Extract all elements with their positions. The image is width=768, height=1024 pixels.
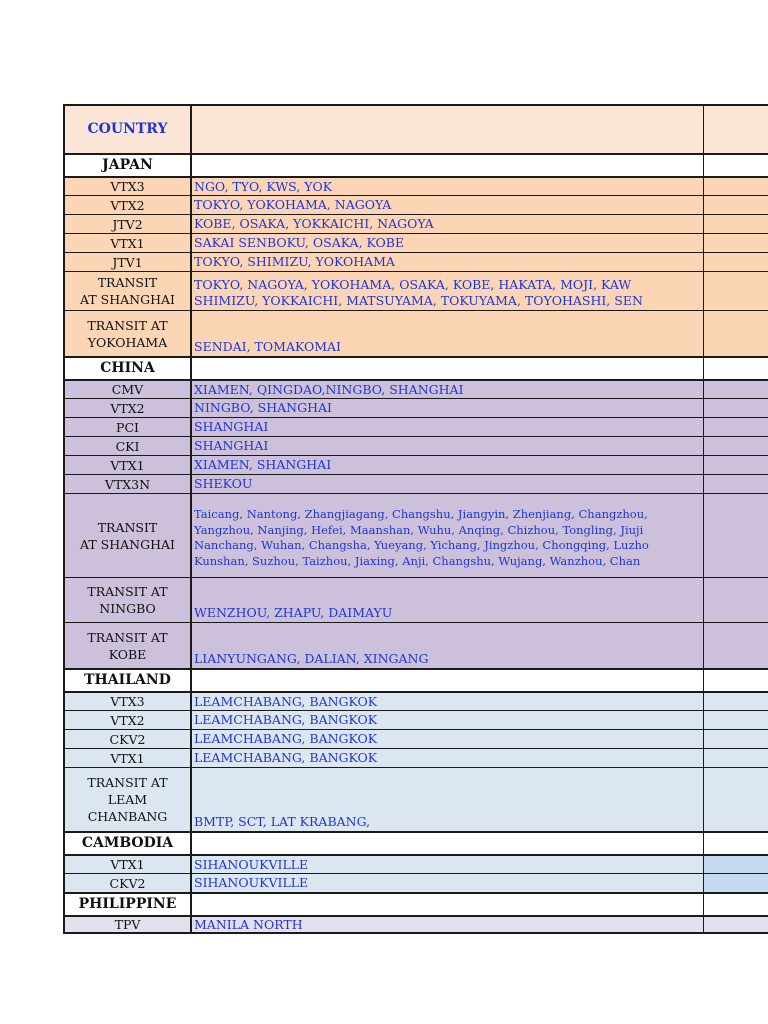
table-row bbox=[63, 474, 768, 493]
service-label: VTX3N bbox=[65, 475, 192, 493]
table-row bbox=[63, 271, 768, 310]
side-cell bbox=[704, 178, 768, 195]
side-cell bbox=[704, 494, 768, 577]
service-label: JTV1 bbox=[65, 253, 192, 271]
ports-value: SHANGHAI bbox=[192, 437, 704, 455]
service-label: CKV2 bbox=[65, 730, 192, 748]
country-side-cell bbox=[704, 155, 768, 176]
ports-value: MANILA NORTH bbox=[192, 917, 704, 932]
service-label: CKV2 bbox=[65, 874, 192, 892]
ports-value: BMTP, SCT, LAT KRABANG, bbox=[192, 768, 704, 831]
side-cell bbox=[704, 381, 768, 398]
table-row bbox=[63, 748, 768, 767]
country-value-cell bbox=[192, 833, 704, 854]
service-label: TPV bbox=[65, 917, 192, 932]
ports-value: SHANGHAI bbox=[192, 418, 704, 436]
side-cell bbox=[704, 215, 768, 233]
ports-value: SAKAI SENBOKU, OSAKA, KOBE bbox=[192, 234, 704, 252]
table-row bbox=[63, 252, 768, 271]
country-side-cell bbox=[704, 358, 768, 379]
country-value-cell bbox=[192, 894, 704, 915]
ports-value: LEAMCHABANG, BANGKOK bbox=[192, 693, 704, 710]
country-row bbox=[63, 153, 768, 176]
ports-value: KOBE, OSAKA, YOKKAICHI, NAGOYA bbox=[192, 215, 704, 233]
side-cell bbox=[704, 856, 768, 873]
country-name: PHILIPPINE bbox=[65, 894, 192, 915]
side-cell bbox=[704, 253, 768, 271]
country-row bbox=[63, 892, 768, 915]
ports-value: WENZHOU, ZHAPU, DAIMAYU bbox=[192, 578, 704, 622]
country-side-cell bbox=[704, 833, 768, 854]
table-row bbox=[63, 729, 768, 748]
service-label: VTX2 bbox=[65, 711, 192, 729]
route-table bbox=[63, 104, 768, 934]
service-label: VTX1 bbox=[65, 749, 192, 767]
ports-value: LEAMCHABANG, BANGKOK bbox=[192, 749, 704, 767]
table-row bbox=[63, 710, 768, 729]
table-row bbox=[63, 873, 768, 892]
ports-value: LEAMCHABANG, BANGKOK bbox=[192, 711, 704, 729]
header-side-cell bbox=[704, 106, 768, 153]
table-row bbox=[63, 577, 768, 622]
service-label: VTX3 bbox=[65, 693, 192, 710]
country-row bbox=[63, 831, 768, 854]
side-cell bbox=[704, 730, 768, 748]
side-cell bbox=[704, 711, 768, 729]
country-row bbox=[63, 668, 768, 691]
ports-value: TOKYO, SHIMIZU, YOKOHAMA bbox=[192, 253, 704, 271]
table-row bbox=[63, 691, 768, 710]
table-row bbox=[63, 398, 768, 417]
side-cell bbox=[704, 437, 768, 455]
side-cell bbox=[704, 874, 768, 892]
service-label: TRANSIT AT SHANGHAI bbox=[65, 272, 192, 310]
side-cell bbox=[704, 234, 768, 252]
side-cell bbox=[704, 578, 768, 622]
table-row bbox=[63, 233, 768, 252]
side-cell bbox=[704, 311, 768, 356]
table-row bbox=[63, 854, 768, 873]
service-label: VTX1 bbox=[65, 456, 192, 474]
header-value-cell bbox=[192, 106, 704, 153]
table-row bbox=[63, 310, 768, 356]
service-label: VTX1 bbox=[65, 234, 192, 252]
country-name: CAMBODIA bbox=[65, 833, 192, 854]
table-row bbox=[63, 493, 768, 577]
service-label: TRANSIT AT KOBE bbox=[65, 623, 192, 668]
service-label: VTX2 bbox=[65, 399, 192, 417]
ports-value: XIAMEN, SHANGHAI bbox=[192, 456, 704, 474]
ports-value: LEAMCHABANG, BANGKOK bbox=[192, 730, 704, 748]
ports-value: LIANYUNGANG, DALIAN, XINGANG bbox=[192, 623, 704, 668]
table-row bbox=[63, 436, 768, 455]
table-body bbox=[63, 153, 768, 934]
side-cell bbox=[704, 623, 768, 668]
country-name: THAILAND bbox=[65, 670, 192, 691]
country-value-cell bbox=[192, 670, 704, 691]
side-cell bbox=[704, 475, 768, 493]
service-label: CKI bbox=[65, 437, 192, 455]
service-label: TRANSIT AT LEAM CHANBANG bbox=[65, 768, 192, 831]
table-row bbox=[63, 176, 768, 195]
ports-value: SHEKOU bbox=[192, 475, 704, 493]
table-row bbox=[63, 622, 768, 668]
service-label: TRANSIT AT NINGBO bbox=[65, 578, 192, 622]
ports-value: NGO, TYO, KWS, YOK bbox=[192, 178, 704, 195]
side-cell bbox=[704, 749, 768, 767]
service-label: JTV2 bbox=[65, 215, 192, 233]
country-name: CHINA bbox=[65, 358, 192, 379]
side-cell bbox=[704, 768, 768, 831]
side-cell bbox=[704, 693, 768, 710]
country-row bbox=[63, 356, 768, 379]
country-header: COUNTRY bbox=[65, 106, 192, 153]
side-cell bbox=[704, 272, 768, 310]
service-label: VTX3 bbox=[65, 178, 192, 195]
table-row bbox=[63, 915, 768, 934]
country-side-cell bbox=[704, 670, 768, 691]
ports-value: TOKYO, NAGOYA, YOKOHAMA, OSAKA, KOBE, HAKATA, MOJI, KAW SHIMIZU, YOKKAICHI, MATSUYAMA, TOKUYAMA, TOYOHASHI, SEN bbox=[192, 272, 704, 310]
ports-value: Taicang, Nantong, Zhangjiagang, Changshu, Jiangyin, Zhenjiang, Changzhou, Yangzhou, Nanjing, Hefei, Maanshan, Wuhu, Anqing, Chizhou, Tongling, Jiuji Nanchang, Wuhan, Changsha, Yueyang, Yichang, Jingzhou, Chongqing, Luzho Kunshan, Suzhou, Taizhou, Jiaxing, Anji, Changshu, Wujang, Wanzhou, Chan bbox=[192, 494, 704, 577]
table-row bbox=[63, 417, 768, 436]
country-side-cell bbox=[704, 894, 768, 915]
ports-value: SIHANOUKVILLE bbox=[192, 856, 704, 873]
table-row bbox=[63, 455, 768, 474]
ports-value: XIAMEN, QINGDAO,NINGBO, SHANGHAI bbox=[192, 381, 704, 398]
service-label: PCI bbox=[65, 418, 192, 436]
service-label: CMV bbox=[65, 381, 192, 398]
country-value-cell bbox=[192, 358, 704, 379]
table-row bbox=[63, 767, 768, 831]
table-row bbox=[63, 195, 768, 214]
ports-value: SENDAI, TOMAKOMAI bbox=[192, 311, 704, 356]
ports-value: TOKYO, YOKOHAMA, NAGOYA bbox=[192, 196, 704, 214]
service-label: TRANSIT AT YOKOHAMA bbox=[65, 311, 192, 356]
side-cell bbox=[704, 917, 768, 932]
ports-value: NINGBO, SHANGHAI bbox=[192, 399, 704, 417]
side-cell bbox=[704, 196, 768, 214]
table-row bbox=[63, 214, 768, 233]
table-row bbox=[63, 379, 768, 398]
country-value-cell bbox=[192, 155, 704, 176]
country-name: JAPAN bbox=[65, 155, 192, 176]
service-label: TRANSIT AT SHANGHAI bbox=[65, 494, 192, 577]
side-cell bbox=[704, 399, 768, 417]
header-row bbox=[63, 104, 768, 153]
side-cell bbox=[704, 456, 768, 474]
side-cell bbox=[704, 418, 768, 436]
ports-value: SIHANOUKVILLE bbox=[192, 874, 704, 892]
service-label: VTX2 bbox=[65, 196, 192, 214]
service-label: VTX1 bbox=[65, 856, 192, 873]
